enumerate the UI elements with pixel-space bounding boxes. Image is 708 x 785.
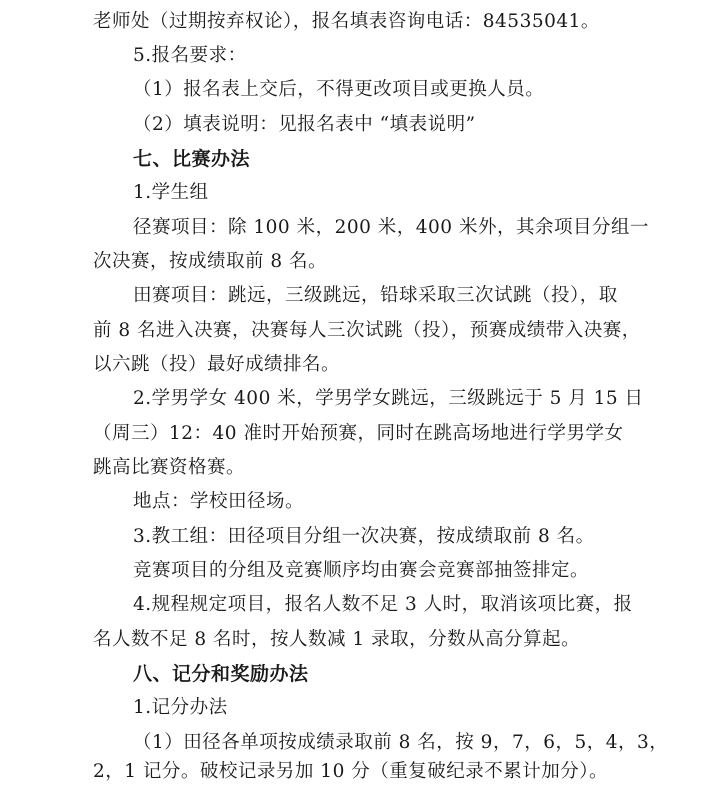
text-line: 跳高比赛资格赛。 [93, 457, 246, 478]
text-line: 1.记分办法 [133, 697, 228, 718]
section-heading: 八、记分和奖励办法 [133, 663, 309, 685]
text-line: 以六跳（投）最好成绩排名。 [93, 354, 341, 375]
text-line: 2.学男学女 400 米，学男学女跳远，三级跳远于 5 月 15 日 [133, 388, 644, 409]
text-line: 4.规程规定项目，报名人数不足 3 人时，取消该项比赛，报 [133, 594, 633, 615]
text-line: 地点：学校田径场。 [133, 491, 305, 512]
text-line: 2，1 记分。破校记录另加 10 分（重复破纪录不累计加分）。 [93, 761, 608, 782]
text-line: 竞赛项目的分组及竞赛顺序均由赛会竞赛部抽签排定。 [133, 560, 590, 581]
text-line: 名人数不足 8 名时，按人数减 1 录取，分数从高分算起。 [93, 629, 581, 650]
text-line: （1）田径各单项按成绩录取前 8 名，按 9，7，6，5，4，3， [133, 732, 669, 753]
text-line: 次决赛，按成绩取前 8 名。 [93, 251, 328, 272]
text-line: 田赛项目：跳远，三级跳远，铅球采取三次试跳（投），取 [133, 285, 618, 306]
text-line: 1.学生组 [133, 182, 209, 203]
section-heading: 七、比赛办法 [133, 148, 251, 170]
text-line: （2）填表说明：见报名表中 “填表说明” [133, 114, 476, 135]
text-line: 5.报名要求： [133, 45, 247, 66]
text-line: 老师处（过期按弃权论），报名填表咨询电话：84535041。 [93, 11, 600, 32]
text-line: （周三）12：40 准时开始预赛，同时在跳高场地进行学男学女 [93, 423, 624, 444]
text-line: 3.教工组：田径项目分组一次决赛，按成绩取前 8 名。 [133, 526, 595, 547]
text-line: （1）报名表上交后，不得更改项目或更换人员。 [133, 79, 545, 100]
text-line: 前 8 名进入决赛，决赛每人三次试跳（投），预赛成绩带入决赛， [93, 320, 641, 341]
text-line: 径赛项目：除 100 米，200 米，400 米外，其余项目分组一 [133, 217, 649, 238]
